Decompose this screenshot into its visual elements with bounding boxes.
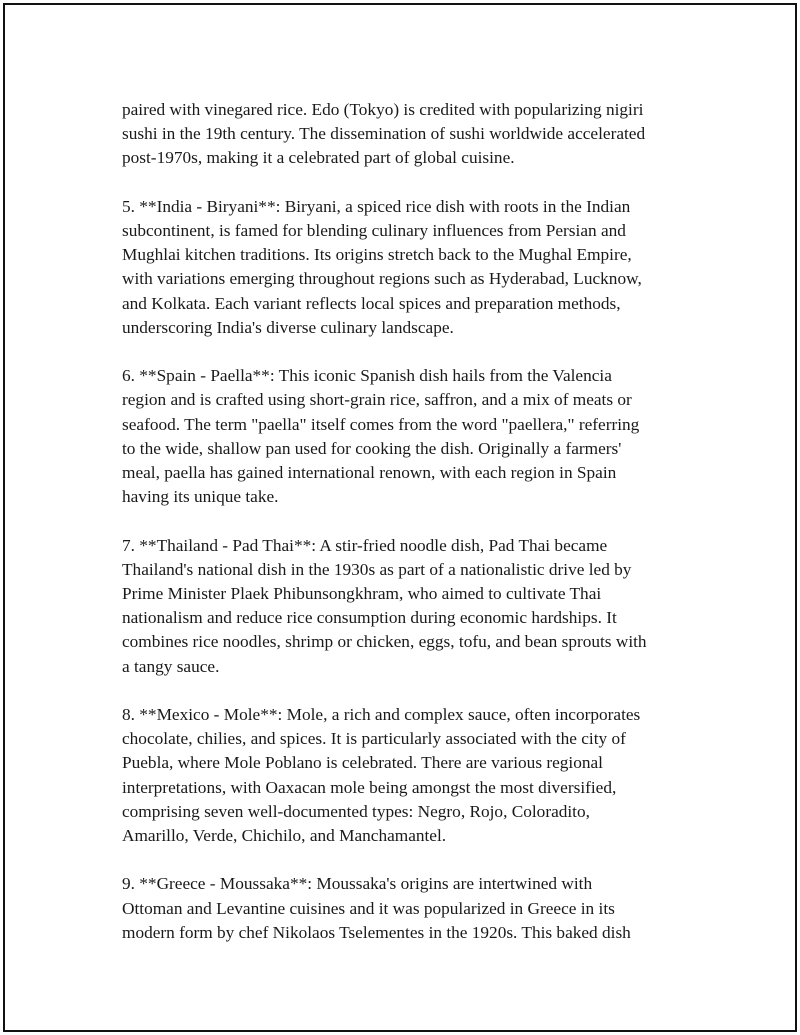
text-line: to the wide, shallow pan used for cooking the dish. Originally a farmers' (122, 438, 622, 458)
text-line: a tangy sauce. (122, 656, 220, 676)
text-line: 7. **Thailand - Pad Thai**: A stir-fried noodle dish, Pad Thai became (122, 535, 608, 555)
text-line: Puebla, where Mole Poblano is celebrated. There are various regional (122, 753, 603, 773)
text-line: having its unique take. (122, 487, 279, 507)
text-line: 9. **Greece - Moussaka**: Moussaka's origins are intertwined with (122, 874, 593, 894)
text-line: meal, paella has gained international renown, with each region in Spain (122, 463, 617, 483)
text-line: Amarillo, Verde, Chichilo, and Manchamantel. (122, 826, 447, 846)
document-body (122, 98, 692, 969)
paragraph-india-biryani (122, 195, 692, 340)
text-line: Thailand's national dish in the 1930s as part of a nationalistic drive led by (122, 559, 632, 579)
text-line: modern form by chef Nikolaos Tselementes in the 1920s. This baked dish (122, 922, 631, 942)
paragraph-mexico-mole (122, 703, 692, 848)
text-line: comprising seven well-documented types: Negro, Rojo, Coloradito, (122, 801, 590, 821)
text-line: with variations emerging throughout regions such as Hyderabad, Lucknow, (122, 269, 642, 289)
paragraph-spain-paella (122, 364, 692, 509)
text-line: Mughlai kitchen traditions. Its origins stretch back to the Mughal Empire, (122, 245, 632, 265)
text-line: underscoring India's diverse culinary landscape. (122, 317, 454, 337)
text-line: 8. **Mexico - Mole**: Mole, a rich and complex sauce, often incorporates (122, 705, 641, 725)
paragraph-sushi-continued (122, 98, 692, 171)
text-line: Ottoman and Levantine cuisines and it was popularized in Greece in its (122, 898, 615, 918)
text-line: and Kolkata. Each variant reflects local spices and preparation methods, (122, 293, 621, 313)
text-line: seafood. The term "paella" itself comes from the word "paellera," referring (122, 414, 640, 434)
page-frame (3, 3, 797, 1032)
text-line: nationalism and reduce rice consumption during economic hardships. It (122, 608, 617, 628)
paragraph-greece-moussaka (122, 872, 692, 945)
text-line: subcontinent, is famed for blending culinary influences from Persian and (122, 221, 626, 240)
text-line: 6. **Spain - Paella**: This iconic Spanish dish hails from the Valencia (122, 366, 612, 386)
text-line: paired with vinegared rice. Edo (Tokyo) is credited with popularizing nigiri (122, 100, 644, 119)
text-line: sushi in the 19th century. The dissemination of sushi worldwide accelerated (122, 124, 646, 144)
text-line: 5. **India - Biryani**: Biryani, a spiced rice dish with roots in the Indian (122, 196, 631, 216)
text-line: combines rice noodles, shrimp or chicken, eggs, tofu, and bean sprouts with (122, 632, 647, 652)
paragraph-thailand-pad-thai (122, 534, 692, 679)
text-line: post-1970s, making it a celebrated part of global cuisine. (122, 148, 515, 168)
text-line: chocolate, chilies, and spices. It is particularly associated with the city of (122, 729, 626, 749)
text-line: Prime Minister Plaek Phibunsongkhram, who aimed to cultivate Thai (122, 584, 602, 604)
text-line: region and is crafted using short-grain rice, saffron, and a mix of meats or (122, 390, 632, 410)
text-line: interpretations, with Oaxacan mole being amongst the most diversified, (122, 777, 617, 797)
